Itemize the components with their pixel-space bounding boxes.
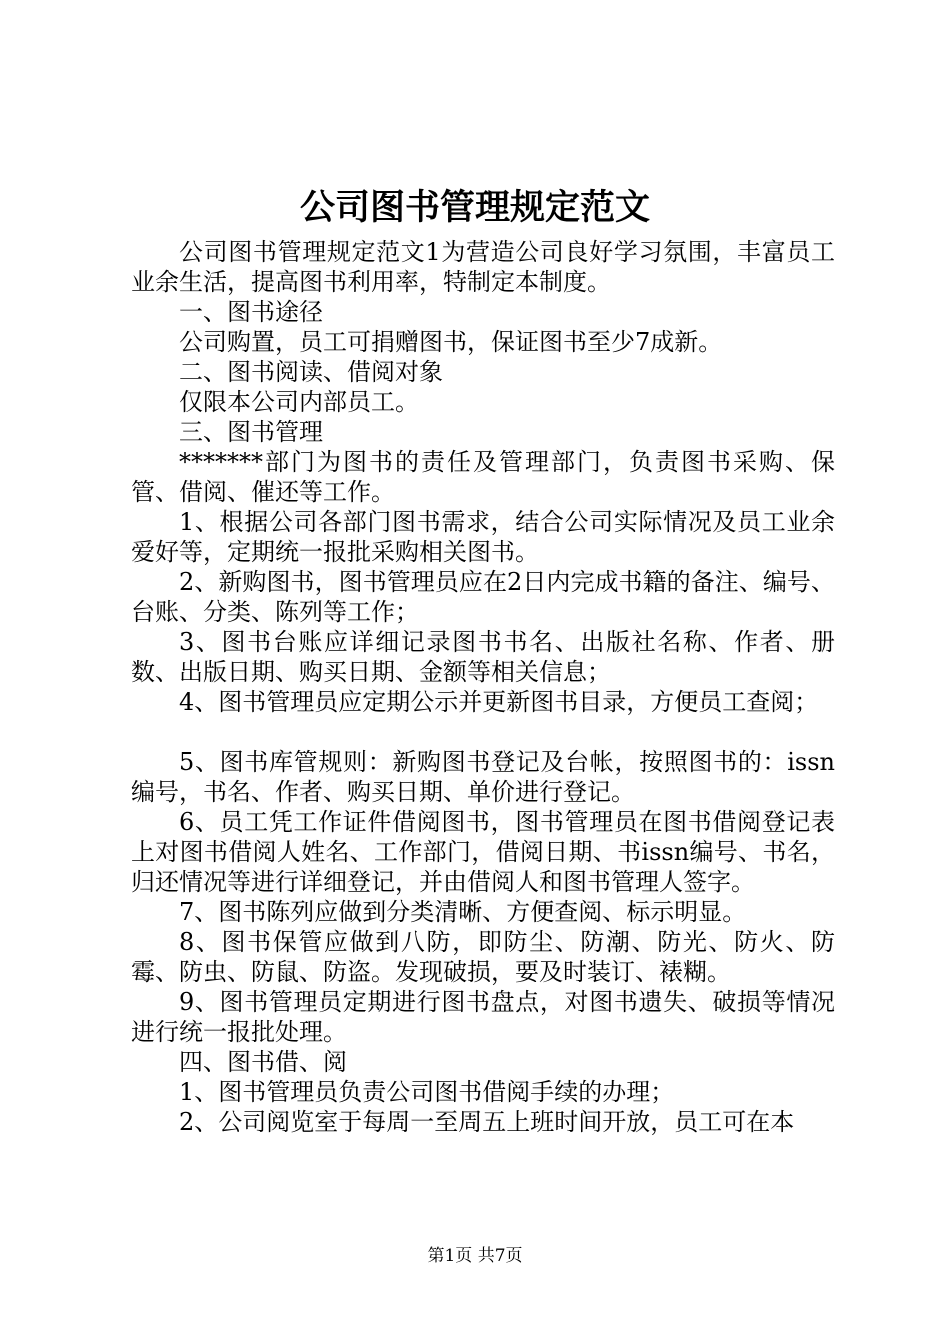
list-item: 2、新购图书，图书管理员应在2日内完成书籍的备注、编号、台账、分类、陈列等工作； [131, 568, 835, 626]
section-heading-4: 四、图书借、阅 [179, 1048, 347, 1076]
document-title: 公司图书管理规定范文 [299, 187, 650, 228]
list-item: 8、图书保管应做到八防，即防尘、防潮、防光、防火、防霉、防虫、防鼠、防盗。发现破损，要及时装订、裱糊。 [131, 928, 835, 986]
document-body [131, 237, 835, 1137]
section-heading-1: 一、图书途径 [179, 298, 323, 326]
list-item: 3、图书台账应详细记录图书书名、出版社名称、作者、册数、出版日期、购买日期、金额等相关信息； [131, 628, 835, 686]
list-item: 2、公司阅览室于每周一至周五上班时间开放，员工可在本 [179, 1108, 795, 1136]
page-footer: 第1页 共7页 [427, 1246, 523, 1266]
section-heading-3: 三、图书管理 [179, 418, 323, 446]
paragraph: *******部门为图书的责任及管理部门，负责图书采购、保管、借阅、催还等工作。 [131, 448, 835, 506]
paragraph: 仅限本公司内部员工。 [179, 388, 419, 416]
list-item: 1、图书管理员负责公司图书借阅手续的办理； [179, 1078, 675, 1106]
list-item: 5、图书库管规则：新购图书登记及台帐，按照图书的：issn编号，书名、作者、购买日期、单价进行登记。 [131, 748, 835, 806]
paragraph-intro: 公司图书管理规定范文1为营造公司良好学习氛围，丰富员工业余生活，提高图书利用率，特制定本制度。 [131, 238, 835, 296]
list-item: 4、图书管理员应定期公示并更新图书目录，方便员工查阅； [179, 688, 819, 716]
list-item: 6、员工凭工作证件借阅图书，图书管理员在图书借阅登记表上对图书借阅人姓名、工作部门，借阅日期、书issn编号、书名，归还情况等进行详细登记，并由借阅人和图书管理人签字。 [131, 808, 835, 896]
list-item: 9、图书管理员定期进行图书盘点，对图书遗失、破损等情况进行统一报批处理。 [131, 988, 835, 1046]
section-heading-2: 二、图书阅读、借阅对象 [179, 358, 443, 386]
list-item: 1、根据公司各部门图书需求，结合公司实际情况及员工业余爱好等，定期统一报批采购相关图书。 [131, 508, 835, 566]
list-item: 7、图书陈列应做到分类清晰、方便查阅、标示明显。 [179, 898, 747, 926]
paragraph: 公司购置，员工可捐赠图书，保证图书至少7成新。 [179, 328, 723, 356]
